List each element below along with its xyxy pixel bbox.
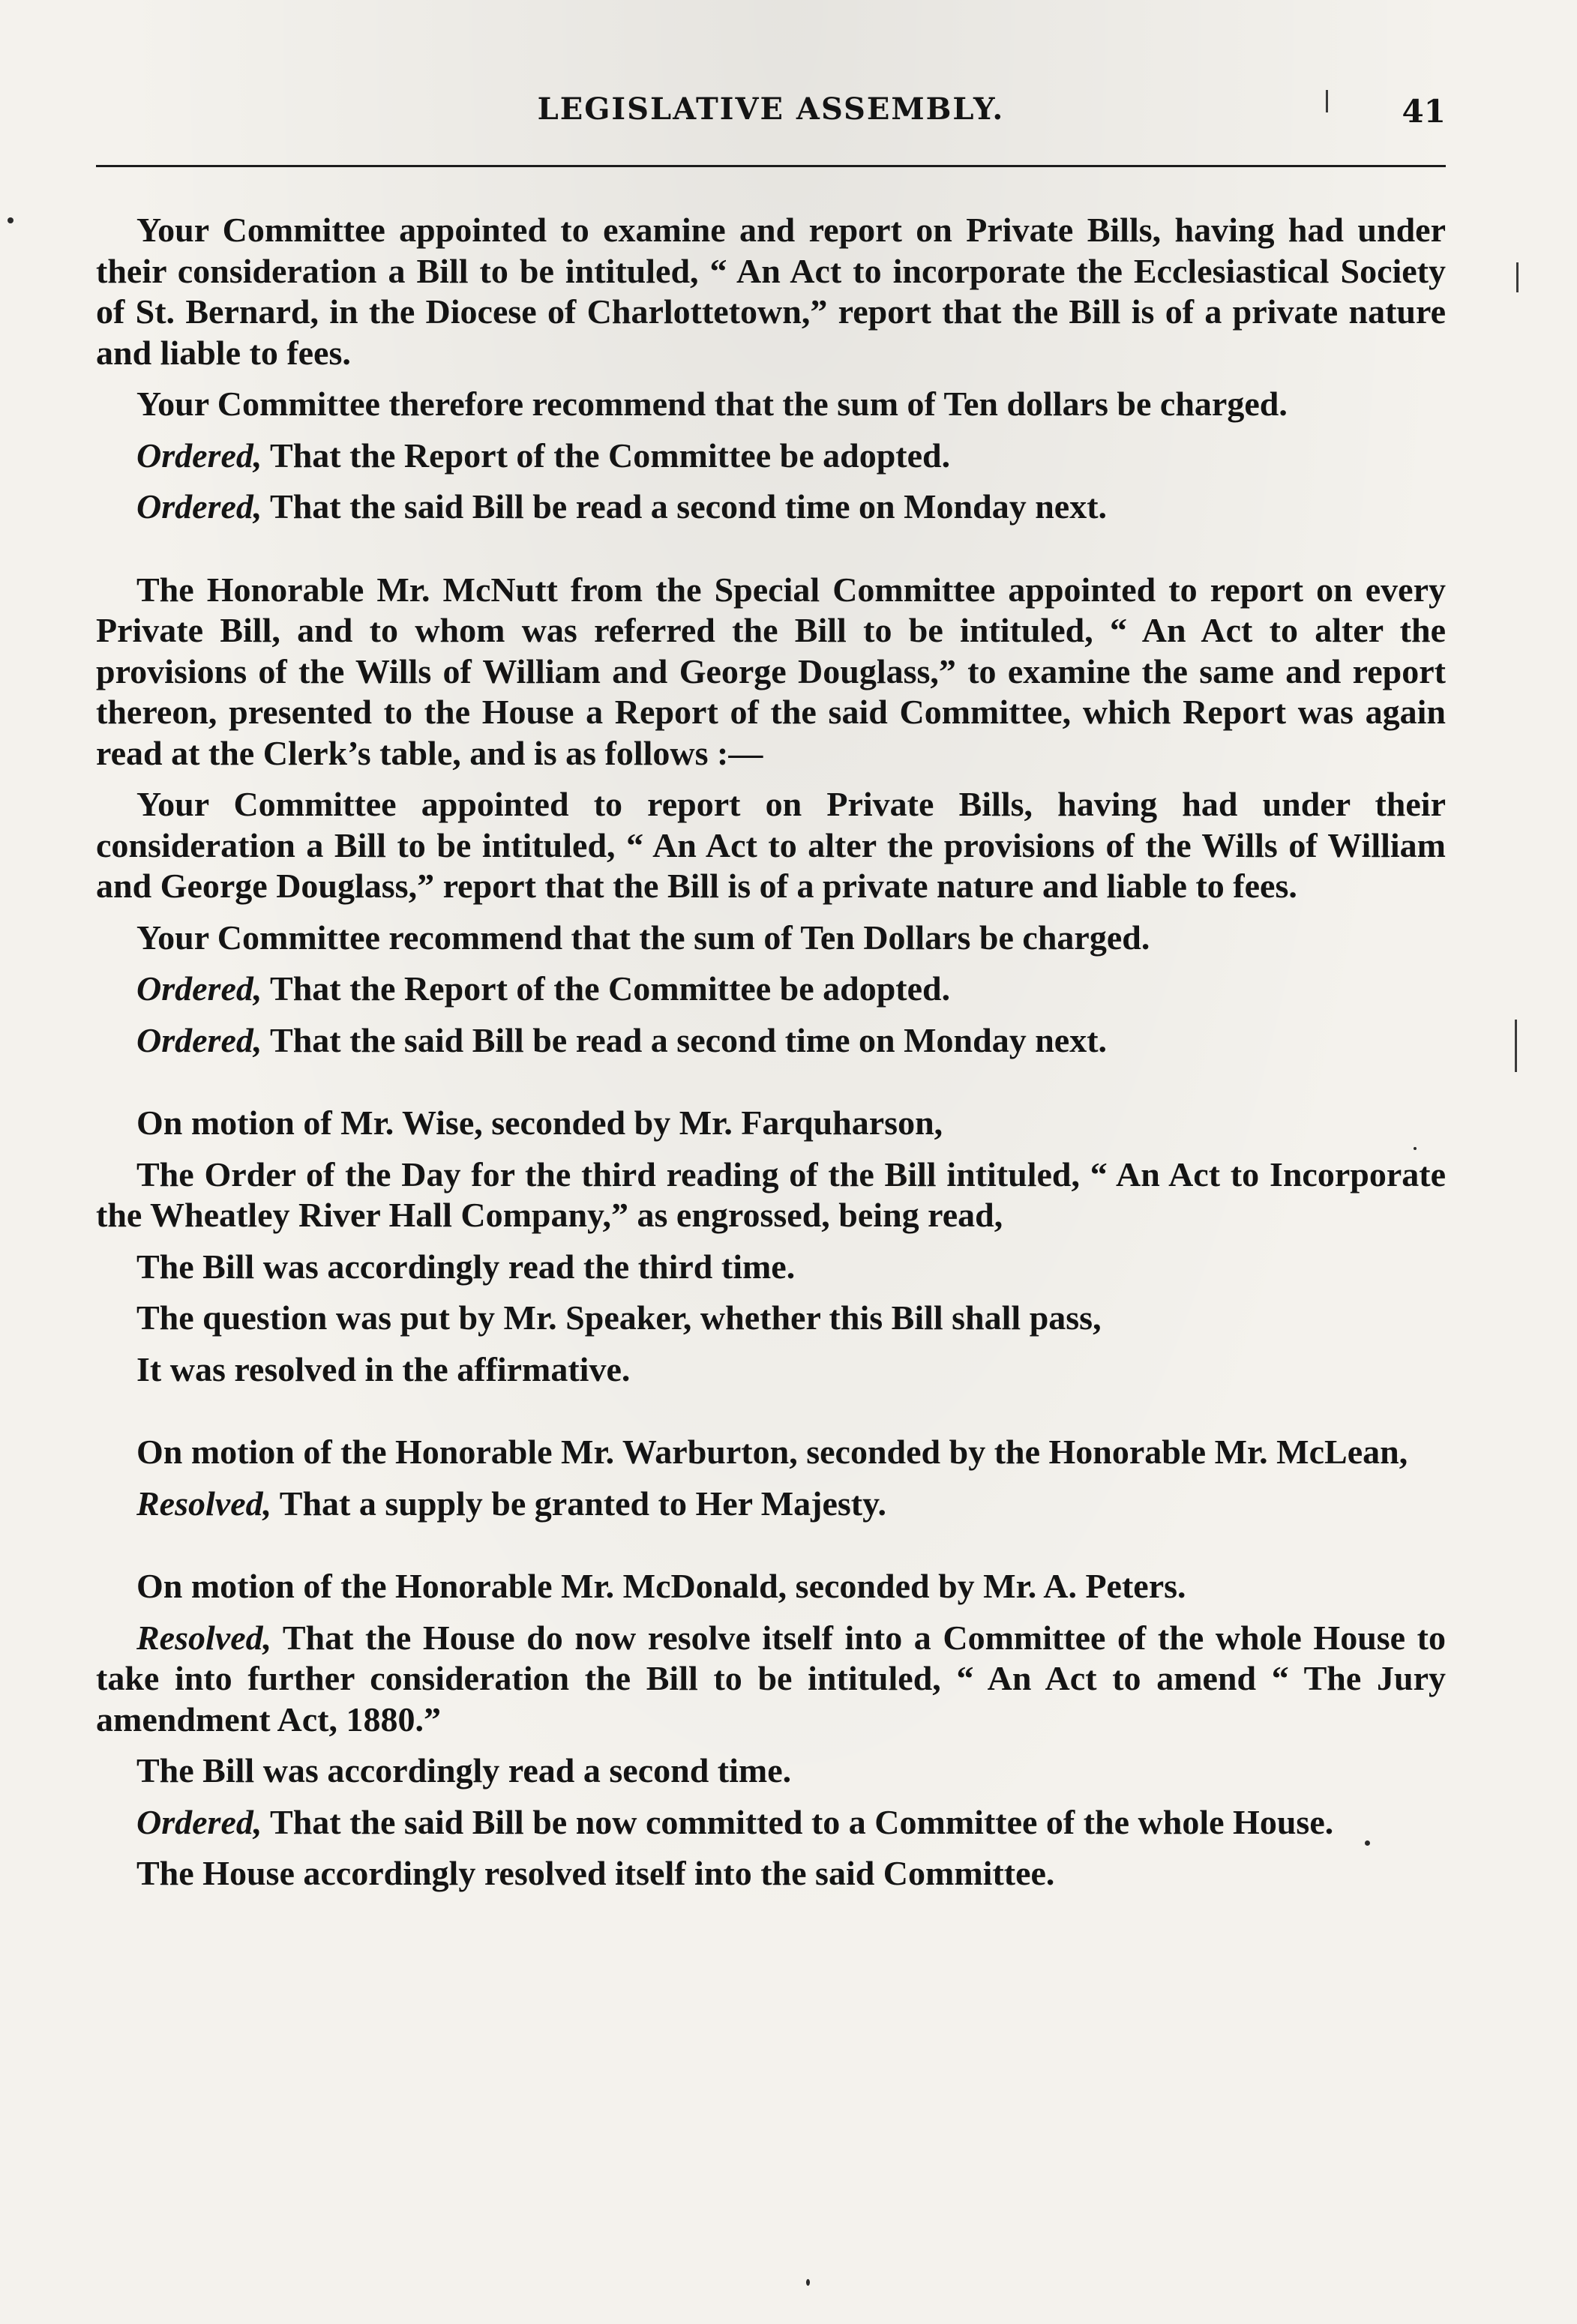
- paragraph-text: Your Committee appointed to report on Private Bills, having had under their consideration a Bill to be intituled, “ An Act to alter the provisions of the Wills of William and George Douglass,” report that the Bill is of a private nature and liable to fees.: [96, 785, 1446, 905]
- paragraph: [96, 1750, 1446, 1792]
- header-rule: [96, 165, 1446, 167]
- scan-margin-mark: [1516, 262, 1519, 292]
- paragraph-text: That the Report of the Committee be adopted.: [262, 969, 951, 1008]
- paragraph: [96, 436, 1446, 477]
- paragraph: [96, 210, 1446, 373]
- paragraph-text: On motion of the Honorable Mr. Warburton, seconded by the Honorable Mr. McLean,: [136, 1433, 1408, 1471]
- paragraph-lead: Ordered,: [136, 1802, 262, 1841]
- paragraph: [96, 1802, 1446, 1843]
- paragraph: [96, 1247, 1446, 1288]
- running-head: [96, 88, 1446, 141]
- paragraph-text: On motion of the Honorable Mr. McDonald, seconded by Mr. A. Peters.: [136, 1567, 1186, 1605]
- paragraph-text: Your Committee appointed to examine and report on Private Bills, having had under their consideration a Bill to be intituled, “ An Act to incorporate the Ecclesiastical Society of St. Bernard, in the Diocese of Charlottetown,” report that the Bill is of a private nature and liable to fees.: [96, 211, 1446, 372]
- paragraph: [96, 1484, 1446, 1525]
- paragraph-text: The Order of the Day for the third reading of the Bill intituled, “ An Act to Incorporate the Wheatley River Hall Company,” as engrossed, being read,: [96, 1155, 1446, 1234]
- body-text: [96, 210, 1446, 1905]
- paragraph-text: That the Report of the Committee be adopted.: [262, 436, 951, 475]
- paragraph-lead: Ordered,: [136, 1020, 262, 1059]
- paragraph-text: That the said Bill be read a second time on Monday next.: [262, 1020, 1108, 1059]
- paragraph: [96, 1020, 1446, 1062]
- paragraph: [96, 1103, 1446, 1144]
- paragraph-lead: Ordered,: [136, 487, 262, 526]
- paragraph: [96, 487, 1446, 528]
- scan-speck: [1365, 1840, 1370, 1846]
- paragraph-lead: Ordered,: [136, 436, 262, 475]
- paragraph-text: On motion of Mr. Wise, seconded by Mr. Farquharson,: [136, 1104, 943, 1142]
- paragraph-text: The Bill was accordingly read a second time.: [136, 1751, 792, 1789]
- paragraph: [96, 918, 1446, 959]
- paragraph-text: It was resolved in the affirmative.: [136, 1349, 631, 1388]
- paragraph-text: The Bill was accordingly read the third time.: [136, 1247, 796, 1286]
- scan-margin-mark: [1515, 1020, 1517, 1072]
- paragraph-lead: Resolved,: [136, 1484, 272, 1523]
- paragraph: [96, 1566, 1446, 1607]
- scan-speck: [806, 2279, 810, 2286]
- paragraph-lead: Ordered,: [136, 969, 262, 1008]
- paragraph-lead: Resolved,: [136, 1618, 272, 1657]
- paragraph-text: That the House do now resolve itself into a Committee of the whole House to take into further consideration the Bill to be intituled, “ An Act to amend “ The Jury amendment Act, 1880.”: [96, 1618, 1446, 1739]
- paragraph-text: That the said Bill be read a second time on Monday next.: [262, 487, 1108, 526]
- paragraph-text: The House accordingly resolved itself into the said Committee.: [136, 1854, 1055, 1892]
- paragraph: [96, 570, 1446, 774]
- paragraph: [96, 1432, 1446, 1473]
- paragraph-text: Your Committee therefore recommend that the sum of Ten dollars be charged.: [136, 385, 1288, 423]
- paragraph: [96, 1853, 1446, 1894]
- paragraph-text: The Honorable Mr. McNutt from the Special Committee appointed to report on every Private Bill, and to whom was referred the Bill to be intituled, “ An Act to alter the provisions of the Wills of William and George Douglass,” to examine the same and report thereon, presented to the House a Report of the said Committee, which Report was again read at the Clerk’s table, and is as follows :—: [96, 570, 1446, 772]
- scan-speck: [1414, 1147, 1417, 1150]
- paragraph: [96, 384, 1446, 425]
- running-title: LEGISLATIVE ASSEMBLY.: [537, 91, 1005, 127]
- paragraph-text: That a supply be granted to Her Majesty.: [271, 1484, 887, 1523]
- paragraph: [96, 1155, 1446, 1236]
- scan-speck: [7, 217, 13, 223]
- paragraph-text: The question was put by Mr. Speaker, whether this Bill shall pass,: [136, 1298, 1102, 1337]
- scan-margin-mark: [1326, 90, 1328, 112]
- page-number: 41: [1402, 93, 1446, 130]
- paragraph-text: Your Committee recommend that the sum of Ten Dollars be charged.: [136, 918, 1150, 957]
- paragraph: [96, 1298, 1446, 1339]
- paragraph: [96, 1618, 1446, 1741]
- paragraph: [96, 784, 1446, 907]
- paragraph-text: That the said Bill be now committed to a Committee of the whole House.: [262, 1802, 1334, 1841]
- paragraph: [96, 969, 1446, 1010]
- paragraph: [96, 1349, 1446, 1391]
